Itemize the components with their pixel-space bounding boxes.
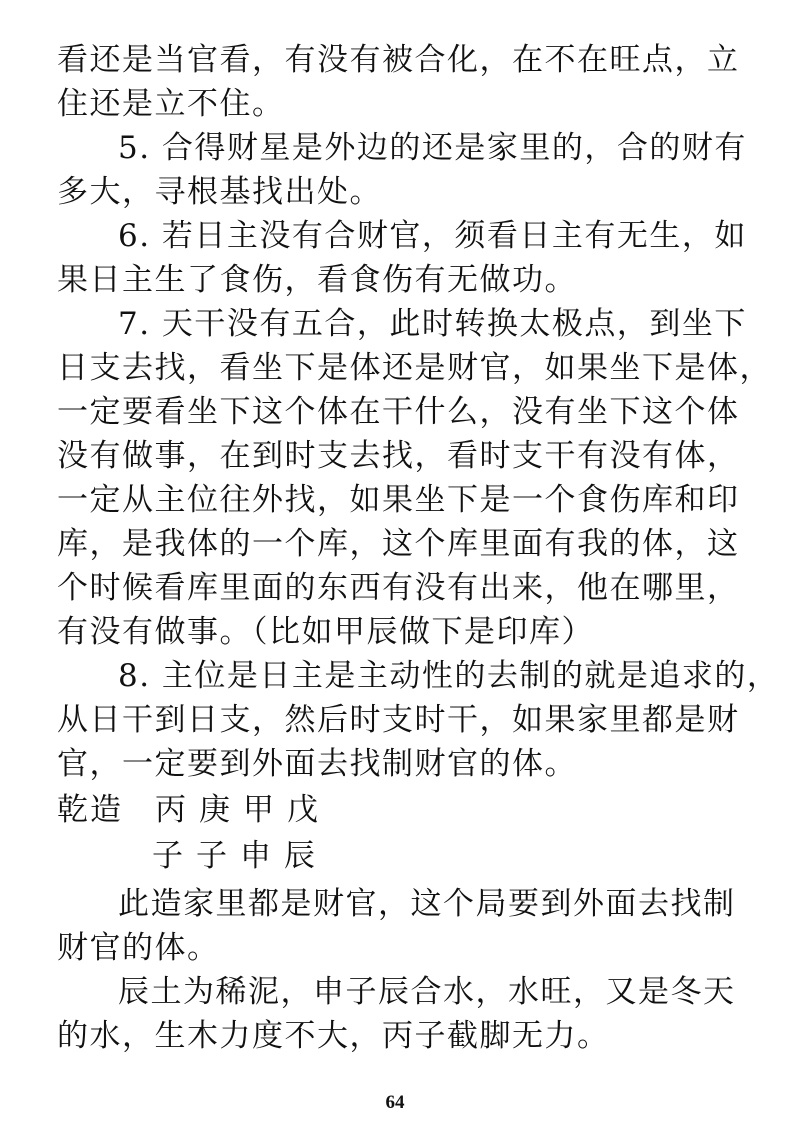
bazi-branch: 子	[196, 838, 229, 874]
text-line: 的水，生木力度不大，丙子截脚无力。	[57, 1018, 610, 1054]
text-line: 没有做事，在到时支去找，看时支干有没有体，	[57, 438, 740, 474]
text-line: 果日主生了食伤，看食伤有无做功。	[57, 262, 577, 298]
bazi-label: 乾造	[57, 792, 123, 828]
bazi-stem: 丙	[155, 792, 188, 828]
bazi-branches-row	[152, 834, 328, 878]
bazi-stem: 庚	[199, 792, 232, 828]
text-line: 辰土为稀泥，申子辰合水，水旺，又是冬天	[118, 974, 736, 1010]
text-line: 5. 合得财星是外边的还是家里的，合的财有	[118, 130, 747, 166]
text-line: 个时候看库里面的东西有没有出来，他在哪里，	[57, 570, 740, 606]
text-line: 此造家里都是财官，这个局要到外面去找制	[118, 886, 736, 922]
bazi-stem: 甲	[243, 792, 276, 828]
text-line: 住还是立不住。	[57, 86, 285, 122]
text-line: 一定从主位往外找，如果坐下是一个食伤库和印	[57, 482, 740, 518]
text-line: 7. 天干没有五合，此时转换太极点，到坐下	[118, 306, 747, 342]
text-line: 库，是我体的一个库，这个库里面有我的体，这	[57, 526, 740, 562]
text-line: 从日干到日支，然后时支时干，如果家里都是财	[57, 702, 740, 738]
bazi-stem: 戊	[287, 792, 320, 828]
bazi-branch: 子	[152, 838, 185, 874]
bazi-branch: 辰	[284, 838, 317, 874]
page-number: 64	[385, 1092, 405, 1113]
text-line: 官，一定要到外面去找制财官的体。	[57, 746, 577, 782]
text-line: 财官的体。	[57, 930, 220, 966]
text-line: 6. 若日主没有合财官，须看日主有无生，如	[118, 218, 747, 254]
text-line: 8. 主位是日主是主动性的去制的就是追求的，	[118, 658, 780, 694]
text-line: 有没有做事。（比如甲辰做下是印库）	[57, 614, 594, 650]
bazi-branch: 申	[240, 838, 273, 874]
text-line: 一定要看坐下这个体在干什么，没有坐下这个体	[57, 394, 740, 430]
text-line: 看还是当官看，有没有被合化，在不在旺点，立	[57, 42, 740, 78]
bazi-stems-row	[57, 788, 331, 832]
text-line: 多大，寻根基找出处。	[57, 174, 382, 210]
text-line: 日支去找，看坐下是体还是财官，如果坐下是体，	[57, 350, 772, 386]
